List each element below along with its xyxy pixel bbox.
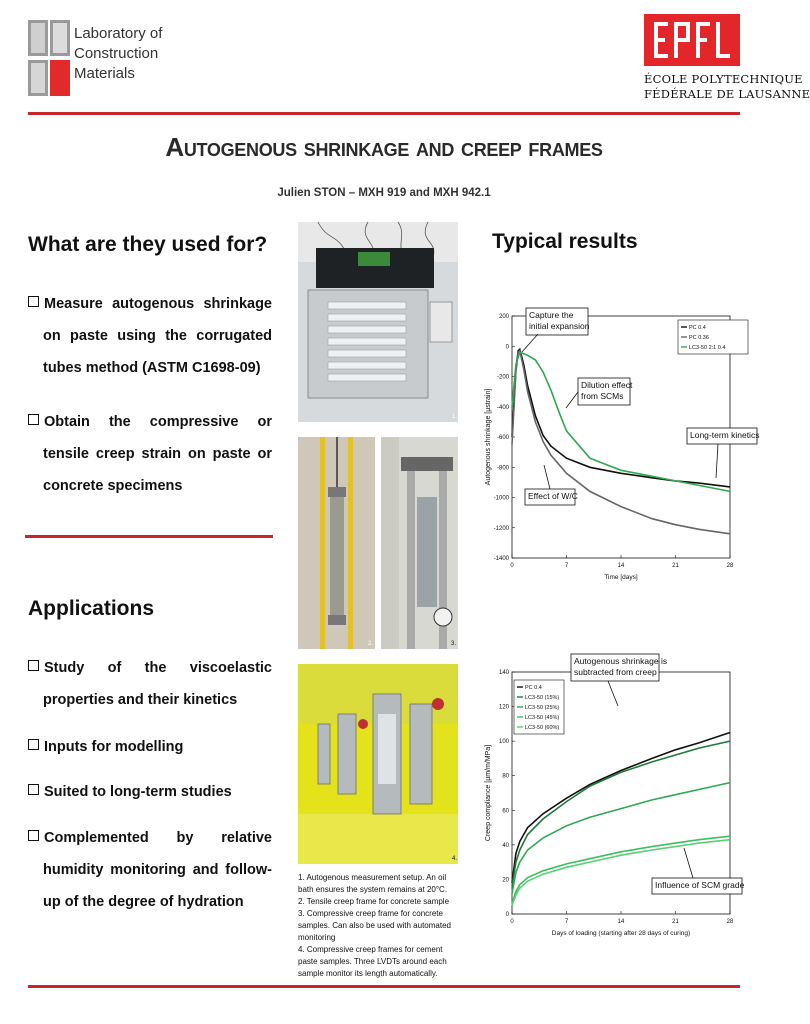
- y-tick-label: -800: [496, 465, 509, 472]
- epfl-logo: [644, 14, 740, 66]
- legend-entry: PC 0.4: [689, 325, 706, 331]
- y-tick-label: 80: [502, 773, 509, 780]
- lmc-logo: [28, 20, 70, 98]
- y-tick-label: 100: [498, 739, 509, 746]
- x-tick-label: 28: [726, 919, 734, 925]
- poster-title: Autogenous shrinkage and creep frames: [165, 132, 603, 162]
- list-item: Study of the viscoelastic properties and their kinetics: [28, 652, 272, 716]
- annotation-shrinkage-subtracted-text: Autogenous shrinkage is: [574, 656, 668, 666]
- lab-name-line: Materials: [74, 65, 135, 82]
- photo-number: 2.: [368, 641, 374, 647]
- typical-results-heading: Typical results: [492, 230, 638, 253]
- legend-entry: LC3-50 (15%): [525, 695, 560, 701]
- caption: 4. Compressive creep frames for cement paste samples. Three LVDTs around each sample monitor its length automatically.: [298, 945, 447, 978]
- epfl-name-line: FÉDÉRALE DE LAUSANNE: [644, 87, 810, 101]
- x-tick-label: 7: [564, 919, 569, 925]
- x-tick-label: 21: [672, 563, 679, 569]
- annotation-long-term-kinetics-text: Long-term kinetics: [690, 430, 760, 440]
- applications-heading: Applications: [28, 597, 155, 620]
- y-axis-label: Autogenous shrinkage [µstrain]: [485, 388, 492, 486]
- y-tick-label: -200: [496, 374, 509, 381]
- y-tick-label: 120: [498, 704, 509, 711]
- list-item: Inputs for modelling: [28, 731, 272, 763]
- x-axis-label: Days of loading (starting after 28 days of curing): [551, 930, 691, 937]
- used-for-heading: What are they used for?: [28, 233, 268, 256]
- y-tick-label: -1200: [493, 525, 509, 532]
- checkbox-icon: [28, 660, 39, 671]
- legend-entry: LC3-50 (60%): [525, 725, 560, 731]
- x-tick-label: 21: [672, 919, 679, 925]
- list-item: Obtain the compressive or tensile creep strain on paste or concrete specimens: [28, 406, 272, 502]
- lab-name: [74, 24, 162, 84]
- x-tick-label: 0: [510, 563, 514, 569]
- y-tick-label: 40: [502, 842, 509, 849]
- annotation-shrinkage-subtracted-text: subtracted from creep: [574, 667, 657, 677]
- photo-number: 3.: [451, 641, 457, 647]
- photo-shrinkage-setup: [298, 222, 458, 422]
- annotation-effect-wc-text: Effect of W/C: [528, 491, 578, 501]
- checkbox-icon: [28, 414, 39, 425]
- shrinkage-chart: [478, 300, 760, 600]
- x-tick-label: 14: [617, 919, 625, 925]
- legend-entry: LC3-50 (45%): [525, 715, 560, 721]
- used-for-list: [28, 288, 272, 494]
- epfl-name-line: ÉCOLE POLYTECHNIQUE: [644, 72, 803, 86]
- creep-chart: [478, 652, 760, 956]
- checkbox-icon: [28, 296, 39, 307]
- photo-captions: [298, 872, 458, 980]
- epfl-name: [644, 72, 810, 102]
- photo-tensile-frame: [298, 437, 375, 649]
- checkbox-icon: [28, 784, 39, 795]
- list-item: Suited to long-term studies: [28, 776, 272, 808]
- y-tick-label: -400: [496, 404, 509, 411]
- legend-entry: LC3-50 2:1 0.4: [689, 345, 726, 351]
- y-tick-label: 140: [498, 670, 509, 676]
- y-tick-label: 200: [498, 314, 509, 320]
- list-item: Measure autogenous shrinkage on paste using the corrugated tubes method (ASTM C1698-09): [28, 288, 272, 384]
- checkbox-icon: [28, 830, 39, 841]
- lab-name-line: Construction: [74, 45, 159, 62]
- legend-entry: PC 0.36: [689, 335, 709, 341]
- caption: 2. Tensile creep frame for concrete sample: [298, 897, 450, 906]
- authors: Julien STON – MXH 919 and MXH 942.1: [277, 187, 491, 199]
- y-tick-label: 0: [505, 344, 509, 351]
- checkbox-icon: [28, 739, 39, 750]
- legend-entry: PC 0.4: [525, 685, 542, 691]
- y-axis-label: Creep compliance [µm/m/MPa]: [485, 744, 492, 842]
- footer-divider: [28, 985, 740, 988]
- annotation-initial-expansion-text: Capture the: [529, 310, 574, 320]
- photo-number: 1.: [452, 414, 458, 420]
- x-tick-label: 14: [617, 563, 625, 569]
- annotation-dilution-effect-text: from SCMs: [581, 391, 624, 401]
- annotation-scm-grade-text: Influence of SCM grade: [655, 880, 745, 890]
- lab-name-line: Laboratory of: [74, 25, 163, 42]
- caption: 1. Autogenous measurement setup. An oil bath ensures the system remains at 20°C.: [298, 873, 448, 894]
- x-tick-label: 7: [564, 563, 569, 569]
- photo-number: 4.: [452, 856, 458, 862]
- y-tick-label: 0: [505, 912, 509, 918]
- y-tick-label: -1400: [493, 556, 509, 562]
- legend-entry: LC3-50 (25%): [525, 705, 560, 711]
- annotation-dilution-effect-text: Dilution effect: [581, 380, 633, 390]
- x-tick-label: 0: [510, 919, 514, 925]
- section-divider: [25, 535, 273, 538]
- photo-compressive-frame-concrete: [381, 437, 458, 649]
- annotation-initial-expansion-text: initial expansion: [529, 321, 590, 331]
- list-item: Complemented by relative humidity monitoring and follow-up of the degree of hydration: [28, 822, 272, 918]
- x-axis-label: Time [days]: [604, 574, 638, 581]
- y-tick-label: 60: [502, 808, 509, 815]
- header-divider: [28, 112, 740, 115]
- y-tick-label: -1000: [493, 495, 509, 502]
- y-tick-label: 20: [502, 877, 509, 884]
- applications-list: [28, 652, 272, 922]
- photo-compressive-frames-paste: [298, 664, 458, 864]
- x-tick-label: 28: [726, 563, 734, 569]
- y-tick-label: -600: [496, 435, 509, 441]
- caption: 3. Compressive creep frame for concrete samples. Can also be used with automated monitoring: [298, 909, 451, 942]
